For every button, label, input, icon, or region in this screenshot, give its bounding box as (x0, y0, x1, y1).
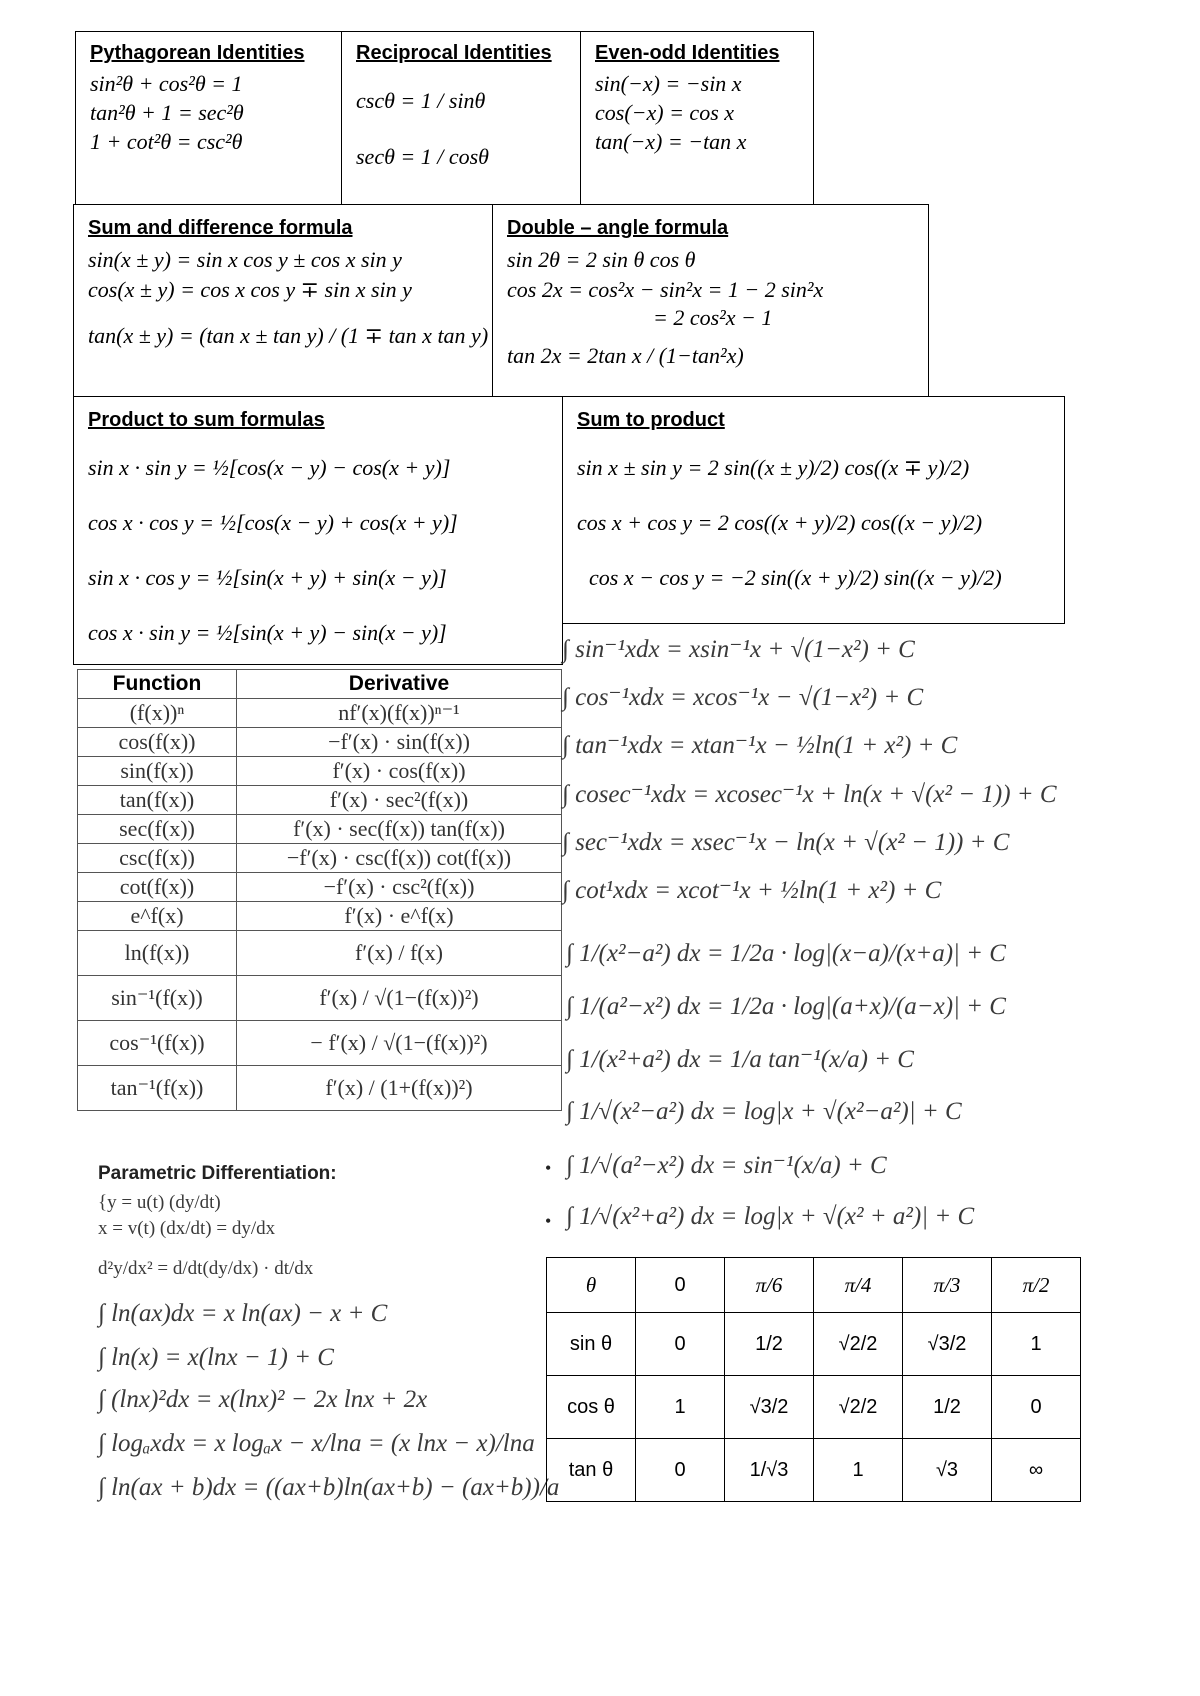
table-row (547, 1313, 1081, 1376)
derivative-cell: f′(x) · sec²(f(x)) (237, 786, 562, 815)
row-label: cos θ (547, 1376, 636, 1439)
integral-inverse-sin: ∫ sin⁻¹xdx = xsin⁻¹x + √(1−x²) + C (562, 636, 915, 663)
function-cell: sin⁻¹(f(x)) (78, 976, 237, 1021)
integral-log-3: ∫ (lnx)²dx = x(lnx)² − 2x lnx + 2x (98, 1386, 428, 1413)
product-to-sum-line-3: sin x · cos y = ½[sin(x + y) + sin(x − y)] (88, 565, 447, 590)
double-angle-line-4: tan 2x = 2tan x / (1−tan²x) (507, 343, 744, 368)
bullet-1: • (545, 1158, 552, 1178)
table-cell: √2/2 (814, 1313, 903, 1376)
table-cell: 1/2 (903, 1376, 992, 1439)
sum-to-product-box (562, 396, 1065, 624)
derivative-cell: −f′(x) · csc²(f(x)) (237, 873, 562, 902)
sum-difference-line-3: tan(x ± y) = (tan x ± tan y) / (1 ∓ tan x tan y) (88, 323, 489, 348)
pythagorean-line-2: tan²θ + 1 = sec²θ (90, 100, 244, 125)
derivative-cell: −f′(x) · sin(f(x)) (237, 728, 562, 757)
function-cell: ln(f(x)) (78, 931, 237, 976)
integral-inverse-cot: ∫ cot¹xdx = xcot⁻¹x + ½ln(1 + x²) + C (562, 877, 942, 904)
pythagorean-box (75, 31, 342, 206)
derivative-table (77, 669, 562, 1111)
derivative-cell: nf′(x)(f(x))ⁿ⁻¹ (237, 699, 562, 728)
even-odd-line-3: tan(−x) = −tan x (595, 129, 747, 154)
sum-to-product-title: Sum to product (577, 409, 725, 431)
integral-log-1: ∫ ln(ax)dx = x ln(ax) − x + C (98, 1300, 388, 1327)
table-cell: √3/2 (903, 1313, 992, 1376)
sum-difference-line-1: sin(x ± y) = sin x cos y ± cos x sin y (88, 247, 402, 272)
table-row (78, 931, 562, 976)
table-row (78, 902, 562, 931)
function-cell: sin(f(x)) (78, 757, 237, 786)
double-angle-line-2: cos 2x = cos²x − sin²x = 1 − 2 sin²x (507, 277, 824, 302)
table-cell: 0 (992, 1376, 1081, 1439)
integral-log-4: ∫ logₐxdx = x logₐx − x/lna = (x lnx − x)/lna (98, 1430, 535, 1457)
integral-standard-2: ∫ 1/(a²−x²) dx = 1/2a · log|(a+x)/(a−x)| + C (566, 993, 1006, 1020)
table-cell: 1 (992, 1313, 1081, 1376)
product-to-sum-line-4: cos x · sin y = ½[sin(x + y) − sin(x − y)] (88, 620, 447, 645)
derivative-cell: −f′(x) · csc(f(x)) cot(f(x)) (237, 844, 562, 873)
integral-inverse-tan: ∫ tan⁻¹xdx = xtan⁻¹x − ½ln(1 + x²) + C (562, 732, 958, 759)
reciprocal-line-2: secθ = 1 / cosθ (356, 144, 489, 169)
table-cell: 1 (814, 1439, 903, 1502)
derivative-cell: f′(x) / (1+(f(x))²) (237, 1066, 562, 1111)
table-row (78, 976, 562, 1021)
table-row (78, 699, 562, 728)
integral-standard-3: ∫ 1/(x²+a²) dx = 1/a tan⁻¹(x/a) + C (566, 1046, 914, 1073)
sum-to-product-line-1: sin x ± sin y = 2 sin((x ± y)/2) cos((x ∓ y)/2) (577, 455, 970, 480)
even-odd-title: Even-odd Identities (595, 42, 780, 64)
product-to-sum-line-2: cos x · cos y = ½[cos(x − y) + cos(x + y)] (88, 510, 458, 535)
table-row (547, 1376, 1081, 1439)
sum-to-product-line-3: cos x − cos y = −2 sin((x + y)/2) sin((x − y)/2) (589, 565, 1002, 590)
reciprocal-line-1: cscθ = 1 / sinθ (356, 88, 486, 113)
derivative-table-header (78, 670, 562, 699)
table-cell: 1 (636, 1376, 725, 1439)
integral-log-5: ∫ ln(ax + b)dx = ((ax+b)ln(ax+b) − (ax+b))/a (98, 1474, 560, 1501)
integral-inverse-cos: ∫ cos⁻¹xdx = xcos⁻¹x − √(1−x²) + C (562, 684, 924, 711)
table-cell: 0 (636, 1313, 725, 1376)
even-odd-line-2: cos(−x) = cos x (595, 100, 735, 125)
function-cell: csc(f(x)) (78, 844, 237, 873)
table-row (547, 1258, 1081, 1313)
pythagorean-title: Pythagorean Identities (90, 42, 305, 64)
header-derivative: Derivative (237, 670, 562, 699)
function-cell: sec(f(x)) (78, 815, 237, 844)
integral-inverse-sec: ∫ sec⁻¹xdx = xsec⁻¹x − ln(x + √(x² − 1)) + C (562, 829, 1010, 856)
derivative-cell: f′(x) / √(1−(f(x))²) (237, 976, 562, 1021)
table-row (78, 728, 562, 757)
product-to-sum-title: Product to sum formulas (88, 409, 325, 431)
table-cell: 0 (636, 1439, 725, 1502)
even-odd-box (580, 31, 814, 206)
parametric-title: Parametric Differentiation: (98, 1163, 337, 1184)
integral-log-2: ∫ ln(x) = x(lnx − 1) + C (98, 1344, 334, 1371)
table-cell: π/4 (814, 1258, 903, 1313)
product-to-sum-line-1: sin x · sin y = ½[cos(x − y) − cos(x + y)] (88, 455, 451, 480)
derivative-cell: − f′(x) / √(1−(f(x))²) (237, 1021, 562, 1066)
table-row (78, 873, 562, 902)
parametric-line-2: x = v(t) (dx/dt) = dy/dx (98, 1218, 276, 1239)
table-row (78, 1021, 562, 1066)
derivative-cell: f′(x) / f(x) (237, 931, 562, 976)
table-cell: π/3 (903, 1258, 992, 1313)
parametric-line-3: d²y/dx² = d/dt(dy/dx) · dt/dx (98, 1258, 314, 1279)
table-cell: π/2 (992, 1258, 1081, 1313)
table-cell: ∞ (992, 1439, 1081, 1502)
sum-difference-box (73, 204, 493, 397)
reciprocal-title: Reciprocal Identities (356, 42, 552, 64)
table-row (78, 757, 562, 786)
integral-standard-1: ∫ 1/(x²−a²) dx = 1/2a · log|(x−a)/(x+a)| + C (566, 940, 1006, 967)
sum-to-product-line-2: cos x + cos y = 2 cos((x + y)/2) cos((x − y)/2) (577, 510, 983, 535)
table-row (78, 786, 562, 815)
table-row (78, 815, 562, 844)
trig-values-table (546, 1257, 1081, 1502)
bullet-2: • (545, 1211, 552, 1231)
header-function: Function (78, 670, 237, 699)
even-odd-line-1: sin(−x) = −sin x (595, 71, 742, 96)
function-cell: cos(f(x)) (78, 728, 237, 757)
derivative-cell: f′(x) · cos(f(x)) (237, 757, 562, 786)
theta-header: θ (547, 1258, 636, 1313)
function-cell: cos⁻¹(f(x)) (78, 1021, 237, 1066)
table-cell: √2/2 (814, 1376, 903, 1439)
double-angle-title: Double – angle formula (507, 217, 729, 239)
integral-standard-6: ∫ 1/√(x²+a²) dx = log|x + √(x² + a²)| + C (566, 1203, 975, 1230)
derivative-cell: f′(x) · sec(f(x)) tan(f(x)) (237, 815, 562, 844)
table-cell: 1/√3 (725, 1439, 814, 1502)
integral-standard-5: ∫ 1/√(a²−x²) dx = sin⁻¹(x/a) + C (566, 1152, 887, 1179)
product-to-sum-box (73, 396, 563, 665)
function-cell: cot(f(x)) (78, 873, 237, 902)
table-cell: √3 (903, 1439, 992, 1502)
table-cell: 1/2 (725, 1313, 814, 1376)
table-row (78, 844, 562, 873)
derivative-cell: f′(x) · e^f(x) (237, 902, 562, 931)
pythagorean-line-3: 1 + cot²θ = csc²θ (90, 129, 243, 154)
sum-difference-line-2: cos(x ± y) = cos x cos y ∓ sin x sin y (88, 277, 412, 302)
table-cell: π/6 (725, 1258, 814, 1313)
integral-standard-4: ∫ 1/√(x²−a²) dx = log|x + √(x²−a²)| + C (566, 1098, 962, 1125)
table-cell: 0 (636, 1258, 725, 1313)
pythagorean-line-1: sin²θ + cos²θ = 1 (90, 71, 243, 96)
function-cell: tan(f(x)) (78, 786, 237, 815)
reciprocal-box (341, 31, 581, 206)
row-label: tan θ (547, 1439, 636, 1502)
table-row (547, 1439, 1081, 1502)
row-label: sin θ (547, 1313, 636, 1376)
function-cell: (f(x))ⁿ (78, 699, 237, 728)
double-angle-box (492, 204, 929, 397)
parametric-line-1: {y = u(t) (dy/dt) (98, 1192, 221, 1213)
double-angle-line-3: = 2 cos²x − 1 (653, 305, 773, 330)
integral-inverse-cosec: ∫ cosec⁻¹xdx = xcosec⁻¹x + ln(x + √(x² − 1)) + C (562, 781, 1057, 808)
function-cell: e^f(x) (78, 902, 237, 931)
function-cell: tan⁻¹(f(x)) (78, 1066, 237, 1111)
table-cell: √3/2 (725, 1376, 814, 1439)
double-angle-line-1: sin 2θ = 2 sin θ cos θ (507, 247, 696, 272)
table-row (78, 1066, 562, 1111)
sum-difference-title: Sum and difference formula (88, 217, 353, 239)
